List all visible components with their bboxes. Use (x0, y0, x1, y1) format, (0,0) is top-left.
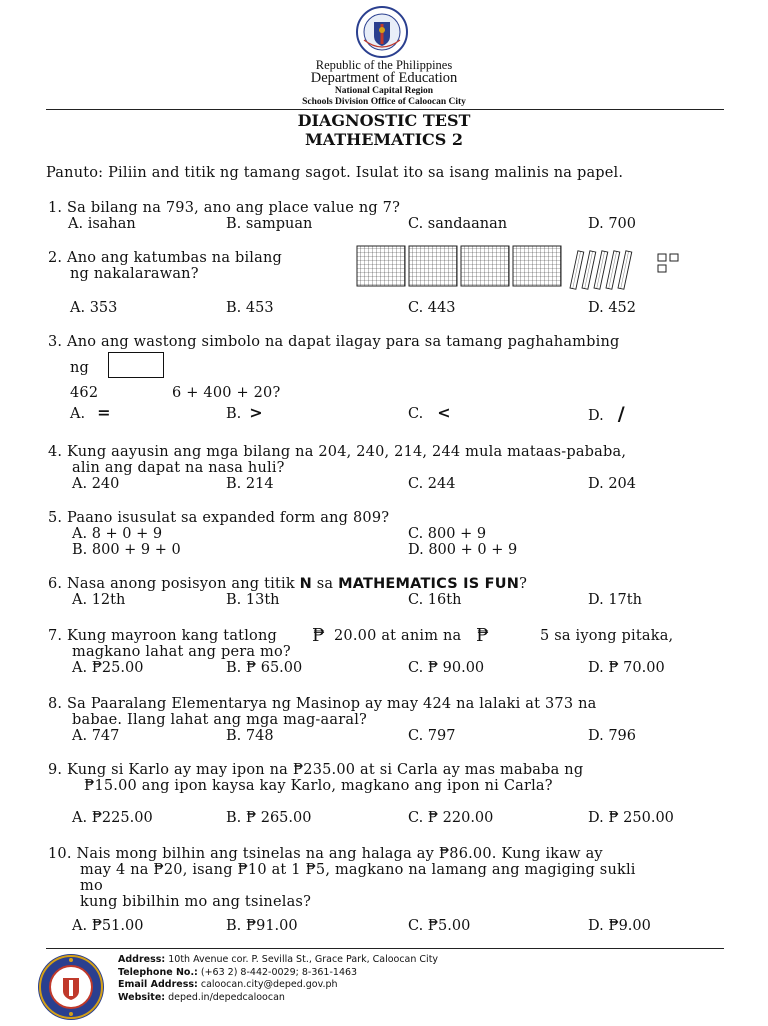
question-1-stem: 1. Sa bilang na 793, ano ang place value ng 7? (48, 200, 401, 216)
q9-option-d[interactable]: D. ₱ 250.00 (588, 810, 674, 826)
q3-option-d[interactable]: D. / (588, 403, 625, 425)
q8-option-c[interactable]: C. 797 (408, 728, 456, 744)
q7-option-d[interactable]: D. ₱ 70.00 (588, 660, 665, 676)
question-4-stem-line2: alin ang dapat na nasa huli? (72, 460, 285, 476)
q5-option-b[interactable]: B. 800 + 9 + 0 (72, 542, 181, 558)
q10-option-b[interactable]: B. ₱91.00 (226, 918, 298, 934)
q7-option-b[interactable]: B. ₱ 65.00 (226, 660, 303, 676)
footer-telephone: Telephone No.: (+63 2) 8-442-0029; 8-361-1463 (118, 966, 358, 978)
q10-option-d[interactable]: D. ₱9.00 (588, 918, 651, 934)
test-title: DIAGNOSTIC TEST (297, 111, 471, 130)
q4-option-a[interactable]: A. 240 (72, 476, 120, 492)
peso-icon: ₱ (312, 625, 325, 646)
q3-left-number: 462 (70, 385, 99, 401)
q9-option-c[interactable]: C. ₱ 220.00 (408, 810, 494, 826)
q3-right-expression: 6 + 400 + 20? (172, 385, 281, 401)
division-office-seal (36, 952, 106, 1022)
q4-option-d[interactable]: D. 204 (588, 476, 637, 492)
subject-title: MATHEMATICS 2 (304, 130, 464, 149)
question-9-stem-line2: ₱15.00 ang ipon kaysa kay Karlo, magkano ang ipon ni Carla? (84, 778, 553, 794)
q9-option-b[interactable]: B. ₱ 265.00 (226, 810, 312, 826)
q5-option-d[interactable]: D. 800 + 0 + 9 (408, 542, 518, 558)
tens-rods (570, 251, 632, 289)
question-2-stem-line2: ng nakalarawan? (70, 266, 199, 282)
header-region: National Capital Region (334, 86, 434, 96)
q3-option-c[interactable]: C. < (408, 403, 451, 422)
footer-address: Address: 10th Avenue cor. P. Sevilla St., Grace Park, Caloocan City (118, 954, 439, 965)
deped-seal (356, 6, 408, 58)
question-4-stem: 4. Kung aayusin ang mga bilang na 204, 240, 214, 244 mula mataas-pababa, (48, 444, 627, 460)
q6-option-c[interactable]: C. 16th (408, 592, 462, 608)
question-9-stem: 9. Kung si Karlo ay may ipon na ₱235.00 at si Carla ay mas mababa ng (48, 762, 584, 778)
q4-option-c[interactable]: C. 244 (408, 476, 456, 492)
base-ten-blocks-figure (356, 244, 696, 290)
question-6-stem: 6. Nasa anong posisyon ang titik N sa MATHEMATICS IS FUN? (48, 576, 528, 592)
question-7-stem-line2: magkano lahat ang pera mo? (72, 644, 291, 660)
q10-option-a[interactable]: A. ₱51.00 (72, 918, 144, 934)
q6-option-b[interactable]: B. 13th (226, 592, 280, 608)
q7-option-a[interactable]: A. ₱25.00 (72, 660, 144, 676)
peso-icon: ₱ (476, 625, 489, 646)
question-3-stem: 3. Ano ang wastong simbolo na dapat ilagay para sa tamang paghahambing (48, 334, 620, 350)
q1-option-d[interactable]: D. 700 (588, 216, 637, 232)
question-10-stem-line3: mo (80, 878, 103, 894)
hundreds-flats (357, 246, 561, 286)
question-7-stem-part3: 5 sa iyong pitaka, (540, 628, 674, 644)
q8-option-b[interactable]: B. 748 (226, 728, 274, 744)
q2-option-d[interactable]: D. 452 (588, 300, 637, 316)
header-republic: Republic of the Philippines (315, 58, 453, 72)
q3-option-a[interactable]: A. = (70, 403, 111, 422)
q1-option-c[interactable]: C. sandaanan (408, 216, 508, 232)
footer-rule (46, 948, 724, 949)
q2-option-b[interactable]: B. 453 (226, 300, 274, 316)
question-5-stem: 5. Paano isusulat sa expanded form ang 809? (48, 510, 390, 526)
header-department: Department of Education (310, 70, 458, 86)
q4-option-b[interactable]: B. 214 (226, 476, 274, 492)
question-8-stem: 8. Sa Paaralang Elementarya ng Masinop ay may 424 na lalaki at 373 na (48, 696, 597, 712)
footer-website[interactable]: Website: deped.in/depedcaloocan (118, 991, 285, 1003)
header-division: Schools Division Office of Caloocan City (302, 97, 466, 107)
q8-option-a[interactable]: A. 747 (72, 728, 120, 744)
q2-option-a[interactable]: A. 353 (70, 300, 118, 316)
footer-contact (118, 954, 438, 1004)
question-7-stem-part1: 7. Kung mayroon kang tatlong (48, 628, 277, 644)
question-3-stem-line2: ng (70, 360, 90, 376)
answer-blank-box[interactable] (108, 352, 164, 378)
q3-option-b[interactable]: B. > (226, 403, 263, 422)
question-10-stem: 10. Nais mong bilhin ang tsinelas na ang halaga ay ₱86.00. Kung ikaw ay (48, 846, 603, 862)
question-10-stem-line2: may 4 na ₱20, isang ₱10 at 1 ₱5, magkano na lamang ang magiging sukli (80, 862, 636, 878)
q6-option-a[interactable]: A. 12th (72, 592, 126, 608)
q2-option-c[interactable]: C. 443 (408, 300, 456, 316)
q8-option-d[interactable]: D. 796 (588, 728, 637, 744)
q1-option-b[interactable]: B. sampuan (226, 216, 313, 232)
footer-email[interactable]: Email Address: caloocan.city@deped.gov.ph (118, 979, 338, 990)
q5-option-c[interactable]: C. 800 + 9 (408, 526, 487, 542)
question-10-stem-line4: kung bibilhin mo ang tsinelas? (80, 894, 312, 910)
q9-option-a[interactable]: A. ₱225.00 (72, 810, 153, 826)
question-8-stem-line2: babae. Ilang lahat ang mga mag-aaral? (72, 712, 368, 728)
q5-option-a[interactable]: A. 8 + 0 + 9 (72, 526, 163, 542)
header-rule (46, 109, 724, 110)
ones-cubes (658, 254, 678, 272)
instructions: Panuto: Piliin and titik ng tamang sagot. Isulat ito sa isang malinis na papel. (46, 165, 624, 181)
question-7-stem-part2: 20.00 at anim na (334, 628, 462, 644)
q1-option-a[interactable]: A. isahan (68, 216, 136, 232)
q6-option-d[interactable]: D. 17th (588, 592, 642, 608)
q10-option-c[interactable]: C. ₱5.00 (408, 918, 471, 934)
q7-option-c[interactable]: C. ₱ 90.00 (408, 660, 485, 676)
question-2-stem: 2. Ano ang katumbas na bilang (48, 250, 283, 266)
